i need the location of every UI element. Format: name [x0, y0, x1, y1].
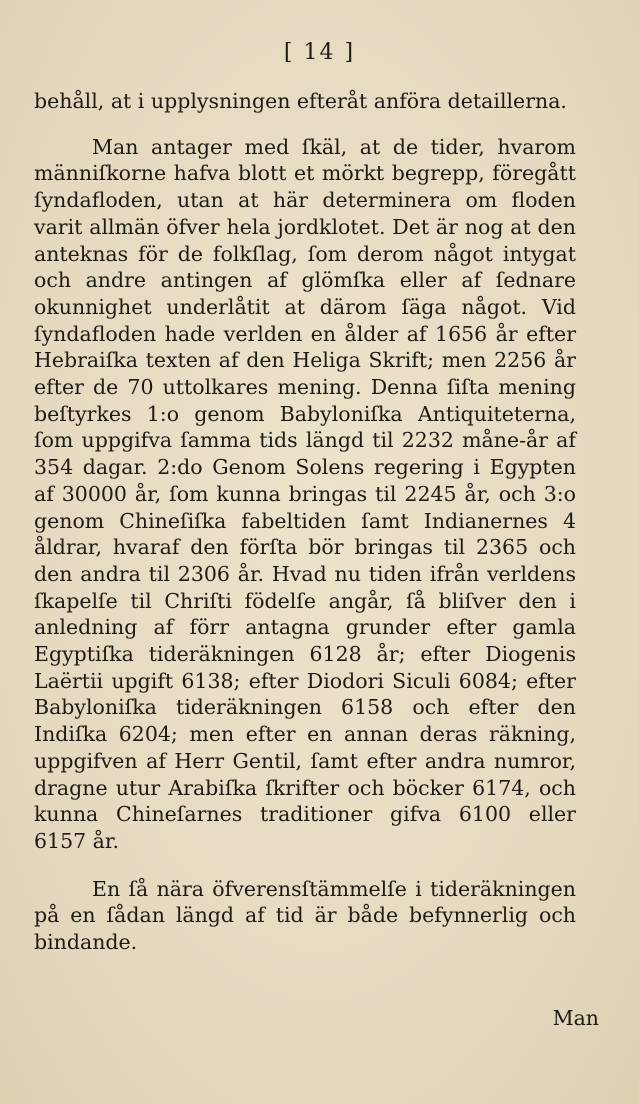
body-text [34, 88, 576, 956]
page-number: [ 14 ] [283, 40, 356, 65]
paragraph-1: behåll, at i upplysningen efteråt anföra detaillerna. [34, 89, 567, 113]
paragraph-2: Man antager med ſkäl, at de tider, hvarom männiſkorne hafva blott et mörkt begrepp, föregått ſyndafloden, utan at här determinera om floden varit allmän öfver hela jordklotet. Det är nog at den anteknas för de folkſlag, ſom derom något intygat och andre antingen af glömſka eller af ſednare okunnighet underlåtit at därom ſäga något. Vid ſyndafloden hade verlden en ålder af 1656 år efter Hebraiſka texten af den Heliga Skrift; men 2256 år efter de 70 uttolkares mening. Denna ſiſta mening beſtyrkes 1:o genom Babyloniſka Antiquiteterna, ſom uppgifva ſamma tids längd til 2232 måne-år af 354 dagar. 2:do Genom Solens regering i Egypten af 30000 år, ſom kunna bringas til 2245 år, och 3:o genom Chineſiſka fabeltiden ſamt Indianernes 4 åldrar, hvaraf den förſta bör bringas til 2365 och den andra til 2306 år. Hvad nu tiden ifrån verldens ſkapelſe til Chriſti födelſe angår, ſå bliſver den i anledning af förr antagna grunder efter gamla Egyptiſka tideräkningen 6128 år; efter Diogenis Laërtii upgift 6138; efter Diodori Siculi 6084; efter Babyloniſka tideräkningen 6158 och efter den Indiſka 6204; men efter en annan deras räkning, uppgifven af Herr Gentil, ſamt efter andra numror, dragne utur Arabiſka ſkrifter och böcker 6174, och kunna Chineſarnes traditioner gifva 6100 eller 6157 år. [34, 134, 576, 853]
catchword: Man [552, 1006, 599, 1030]
paragraph-3: En ſå nära öfverensſtämmelſe i tideräkningen på en ſådan längd af tid är både befynnerlig och bindande. [34, 876, 576, 955]
